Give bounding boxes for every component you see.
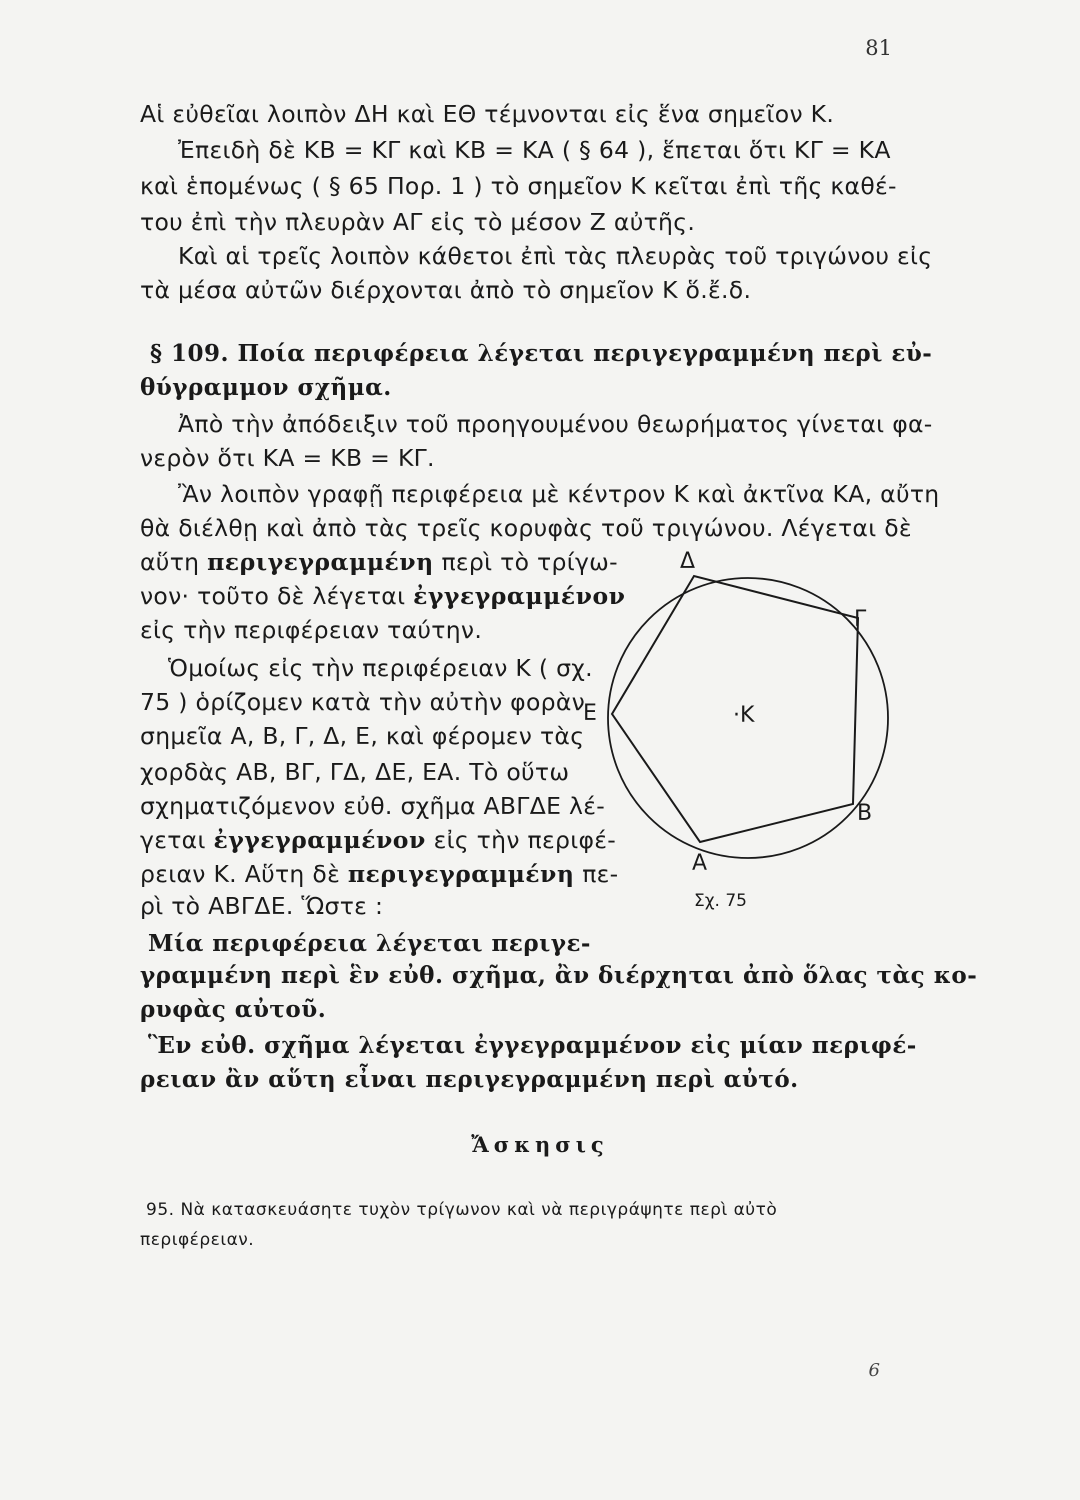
text-line: σχηματιζόμενον εὐθ. σχῆμα ΑΒΓΔΕ λέ- [140, 792, 605, 820]
rule-text: Μία περιφέρεια λέγεται περιγε- [148, 930, 591, 957]
text-run: αὕτη [140, 548, 208, 576]
center-label-k: ·Κ [733, 703, 755, 728]
figure-75 [570, 540, 910, 920]
vertex-label-e: Ε [583, 701, 597, 726]
text-run: περὶ τὸ τρίγω- [433, 548, 618, 576]
text-line [140, 546, 618, 578]
text-line: Ὁμοίως εἰς τὴν περιφέρειαν Κ ( σχ. [168, 654, 593, 682]
text-line: ρὶ τὸ ΑΒΓΔΕ. Ὥστε : [140, 892, 384, 920]
bold-term: ἐγγεγραμμένον [213, 826, 426, 854]
text-line: Ἐπειδὴ δὲ ΚΒ = ΚΓ καὶ ΚΒ = ΚΑ ( § 64 ), ἕπεται ὅτι ΚΓ = ΚΑ [178, 136, 891, 164]
figure-caption: Σχ. 75 [694, 891, 748, 911]
exercise-text: 95. Νὰ κατασκευάσητε τυχὸν τρίγωνον καὶ νὰ περιγράψητε περὶ αὐτὸ [146, 1200, 778, 1220]
text-line [140, 824, 617, 856]
text-line: εἰς τὴν περιφέρειαν ταύτην. [140, 616, 483, 644]
vertex-label-d: Δ [680, 549, 696, 574]
text-run: γεται [140, 826, 214, 854]
text-line: τὰ μέσα αὐτῶν διέρχονται ἀπὸ τὸ σημεῖον Κ ὅ.ἔ.δ. [140, 276, 752, 304]
bold-term: ἐγγεγραμμένον [413, 582, 626, 610]
text-run: πε- [574, 860, 619, 888]
text-line: 75 ) ὁρίζομεν κατὰ τὴν αὐτὴν φορὰν [140, 688, 586, 716]
rule-text: γραμμένη περὶ ἓν εὐθ. σχῆμα, ἂν διέρχηται ἀπὸ ὅλας τὰς κο- [140, 962, 978, 989]
text-line: σημεῖα Α, Β, Γ, Δ, Ε, καὶ φέρομεν τὰς [140, 722, 585, 750]
text-line: Ἀπὸ τὴν ἀπόδειξιν τοῦ προηγουμένου θεωρήματος γίνεται φα- [178, 410, 933, 438]
vertex-label-g: Γ [854, 607, 867, 632]
text-run: ρειαν Κ. Αὕτη δὲ [140, 860, 348, 888]
pentagon-in-circle-diagram [570, 540, 910, 920]
text-line: νερὸν ὅτι ΚΑ = ΚΒ = ΚΓ. [140, 444, 435, 472]
exercise-heading: Ἄσκησις [471, 1132, 609, 1157]
rule-text: Ἓν εὐθ. σχῆμα λέγεται ἐγγεγραμμένον εἰς μίαν περιφέ- [148, 1032, 917, 1059]
text-run: εἰς τὴν περιφέ- [425, 826, 617, 854]
bold-term: περιγεγραμμένη [207, 548, 434, 576]
vertex-label-a: Α [692, 851, 708, 876]
bold-term: περιγεγραμμένη [347, 860, 575, 888]
text-line: καὶ ἑπομένως ( § 65 Πορ. 1 ) τὸ σημεῖον Κ κεῖται ἐπὶ τῆς καθέ- [140, 172, 897, 200]
text-line: θὰ διέλθῃ καὶ ἀπὸ τὰς τρεῖς κορυφὰς τοῦ τριγώνου. Λέγεται δὲ [140, 514, 912, 542]
text-line: του ἐπὶ τὴν πλευρὰν ΑΓ εἰς τὸ μέσον Ζ αὐτῆς. [140, 208, 696, 236]
text-line: χορδὰς ΑΒ, ΒΓ, ΓΔ, ΔΕ, ΕΑ. Τὸ οὕτω [140, 758, 570, 786]
exercise-text: περιφέρειαν. [140, 1230, 255, 1250]
section-heading: § 109. Ποία περιφέρεια λέγεται περιγεγραμμένη περὶ εὐ- [150, 340, 933, 367]
vertex-label-b: Β [857, 801, 873, 826]
rule-text: ρυφὰς αὐτοῦ. [140, 996, 327, 1023]
text-line: Ἂν λοιπὸν γραφῇ περιφέρεια μὲ κέντρον Κ καὶ ἀκτῖνα ΚΑ, αὔτη [178, 480, 940, 508]
rule-text: ρειαν ἂν αὕτη εἶναι περιγεγραμμένη περὶ αὐτό. [140, 1066, 799, 1093]
page-number: 81 [865, 36, 892, 60]
section-heading: θύγραμμον σχῆμα. [140, 374, 392, 401]
text-line: Καὶ αἱ τρεῖς λοιπὸν κάθετοι ἐπὶ τὰς πλευρὰς τοῦ τριγώνου εἰς [178, 242, 933, 270]
text-line: Αἱ εὐθεῖαι λοιπὸν ΔΗ καὶ ΕΘ τέμνονται εἰς ἕνα σημεῖον Κ. [140, 100, 835, 128]
text-line [140, 580, 626, 612]
signature-mark: 6 [868, 1360, 880, 1381]
text-line [140, 858, 619, 890]
text-run: νον· τοῦτο δὲ λέγεται [140, 582, 414, 610]
